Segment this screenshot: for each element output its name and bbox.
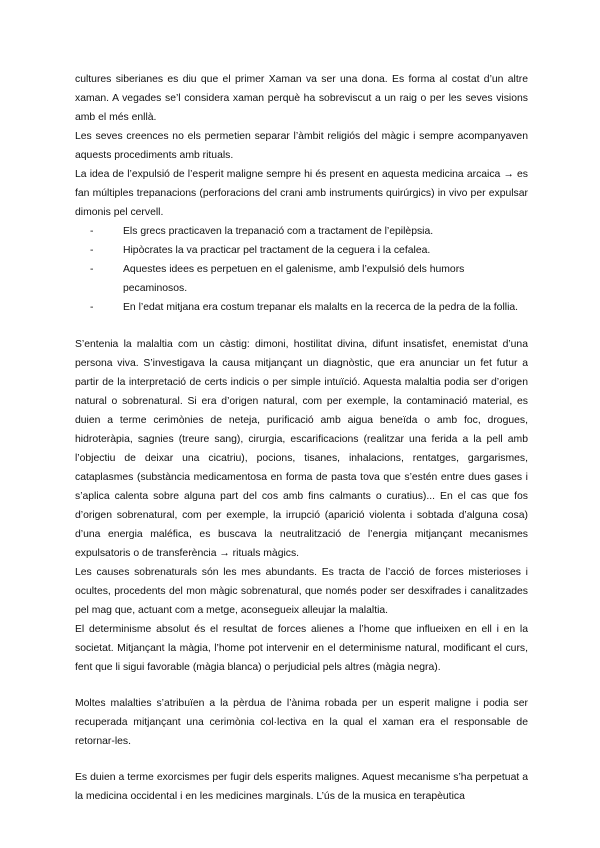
list-item-text: Els grecs practicaven la trepanació com a tractament de l’epilèpsia. bbox=[123, 226, 434, 237]
paragraph-xaman-origin: cultures siberianes es diu que el primer Xaman va ser una dona. Es forma al costat d’un altre xaman. A vegades se’l considera xaman perquè ha sobreviscut a un raig o per les seves visions amb el més enllà. bbox=[75, 74, 528, 123]
list-item bbox=[90, 241, 528, 260]
paragraph-soul-loss: Moltes malalties s’atribuïen a la pèrdua de l’ànima robada per un esperit maligne i podia ser recuperada mitjançant una cerimònia col·lectiva en la qual el xaman era el responsable de retornar-les. bbox=[75, 698, 528, 747]
paragraph-trepanation: La idea de l’expulsió de l’esperit maligne sempre hi és present en aquesta medicina arcaica → es fan múltiples trepanacions (perforacions del crani amb instruments quirúrgics) in vivo per expulsar dimonis pel cervell. bbox=[75, 169, 528, 218]
paragraph-exorcisms: Es duien a terme exorcismes per fugir dels esperits malignes. Aquest mecanisme s’ha perpetuat a la medicina occidental i en les medicines marginals. L’ús de la musica en terapèutica bbox=[75, 772, 528, 802]
list-item-text: En l’edat mitjana era costum trepanar els malalts en la recerca de la pedra de la follia. bbox=[123, 302, 519, 313]
paragraph-determinism: El determinisme absolut és el resultat de forces alienes a l’home que influeixen en ell i en la societat. Mitjançant la màgia, l’home pot intervenir en el determinisme natural, modificant el curs, fent que li sigui favorable (màgia blanca) o perjudicial pels altres (màgia negra). bbox=[75, 624, 528, 673]
bullet-marker: - bbox=[90, 245, 94, 256]
list-item bbox=[90, 260, 528, 298]
paragraph-spacer bbox=[75, 677, 528, 694]
bullet-marker: - bbox=[90, 302, 94, 313]
list-item bbox=[90, 298, 528, 317]
paragraph-spacer bbox=[75, 751, 528, 768]
bullet-marker: - bbox=[90, 226, 94, 237]
list-item-text: Hipòcrates la va practicar pel tractament de la ceguera i la cefalea. bbox=[123, 245, 431, 256]
trepanation-list bbox=[75, 222, 528, 317]
list-item bbox=[90, 222, 528, 241]
paragraph-spacer bbox=[75, 317, 528, 335]
list-item-text: Aquestes idees es perpetuen en el galenisme, amb l’expulsió dels humors pecaminosos. bbox=[123, 264, 465, 294]
paragraph-beliefs: Les seves creences no els permetien separar l’àmbit religiós del màgic i sempre acompanyaven aquests procediments amb rituals. bbox=[75, 131, 528, 161]
bullet-marker: - bbox=[90, 264, 94, 275]
paragraph-illness-causes: S’entenia la malaltia com un càstig: dimoni, hostilitat divina, difunt insatisfet, enemistat d’una persona viva. S’investigava la causa mitjançant un diagnòstic, que era anunciar un fet futur a partir de la interpretació de certs indicis o per simple intuïció. Aquesta malaltia podia ser d’origen natural o sobrenatural. Si era d’origen natural, com per exemple, la contaminació material, es duien a terme cerimònies de neteja, purificació amb aigua beneïda o amb foc, drogues, hidroteràpia, sagnies (treure sang), cirurgia, escarificacions (realitzar una ferida a la pell amb l’objectiu de deixar una cicatriu), pocions, tisanes, inhalacions, rentatges, gargarismes, cataplasmes (substància medicamentosa en forma de pasta tova que s’estén entre dues gases i s’aplica calenta sobre alguna part del cos amb fins calmants o curatius)... En el cas que fos d’origen sobrenatural, com per exemple, la irrupció (aparició violenta i sobtada d’alguna cosa) d’una energia maléfica, es buscava la neutralització de l’energia mitjançant mecanismes expulsatoris o de transferència → rituals màgics. bbox=[75, 339, 528, 559]
paragraph-supernatural-causes: Les causes sobrenaturals són les mes abundants. Es tracta de l’acció de forces misterioses i ocultes, procedents del mon màgic sobrenatural, que només poder ser desxifrades i canalitzades pel mag que, actuant com a metge, aconsegueix alleujar la malaltia. bbox=[75, 567, 528, 616]
